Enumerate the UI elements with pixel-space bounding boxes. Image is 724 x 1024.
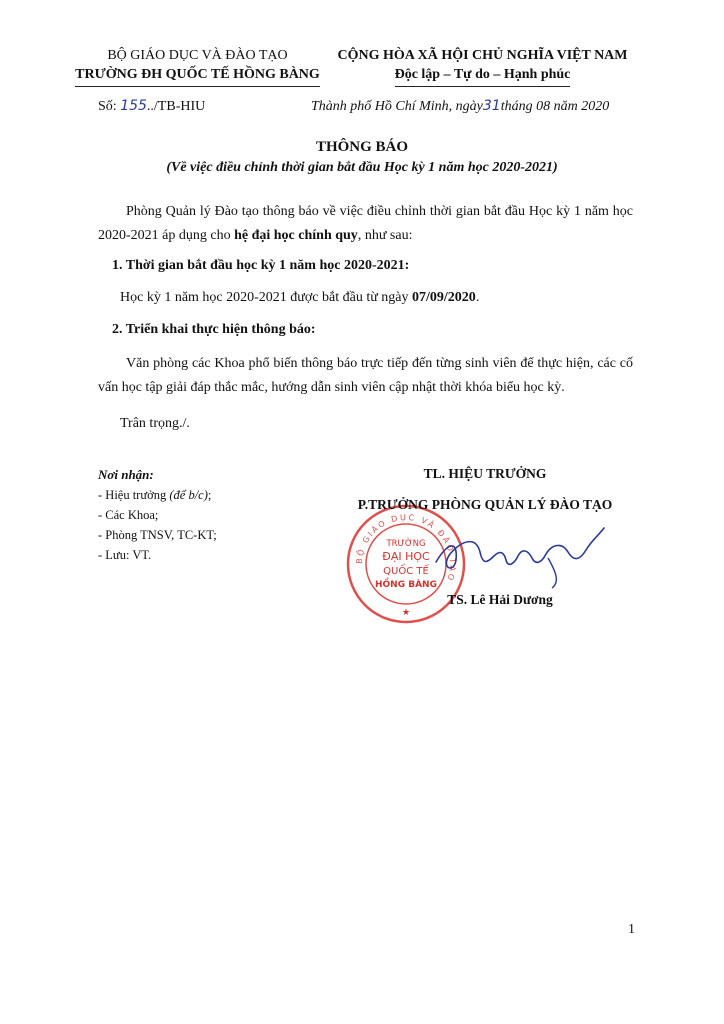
intro-text-end: , như sau:: [357, 228, 413, 243]
section-2-heading: 2. Triển khai thực hiện thông báo:: [112, 322, 316, 337]
signature-title-2: P.TRƯỞNG PHÒNG QUẢN LÝ ĐÀO TẠO: [357, 497, 613, 512]
closing-text: Trân trọng./.: [120, 416, 190, 431]
document-number: [98, 98, 205, 115]
country-name: CỘNG HÒA XÃ HỘI CHỦ NGHĨA VIỆT NAM: [337, 48, 628, 63]
national-motto: Độc lập – Tự do – Hạnh phúc: [395, 65, 571, 87]
document-subtitle: (Về việc điều chỉnh thời gian bắt đầu Học kỳ 1 năm học 2020-2021): [166, 160, 558, 175]
intro-text: Phòng Quản lý Đào tạo thông báo về việc điều chỉnh thời gian bắt đầu Học kỳ 1 năm học 2020-2021 áp dụng cho: [98, 204, 633, 243]
date-suffix: tháng 08 năm 2020: [500, 99, 610, 114]
issuing-organization: [60, 46, 335, 87]
section-1-text-main: Học kỳ 1 năm học 2020-2021 được bắt đầu từ ngày: [120, 290, 413, 305]
section-1-heading: 1. Thời gian bắt đầu học kỳ 1 năm học 2020-2021:: [112, 258, 410, 273]
document-title: THÔNG BÁO: [315, 139, 409, 155]
document-date: [311, 98, 609, 115]
page-number: 1: [628, 922, 635, 937]
date-handwritten-day: 31: [482, 98, 501, 114]
recipient-item: - Phòng TNSV, TC-KT;: [98, 528, 217, 542]
doc-number-handwritten: 155: [120, 98, 147, 114]
doc-number-suffix: ../TB-HIU: [146, 99, 206, 114]
handwritten-signature: [428, 522, 608, 592]
ministry-name: BỘ GIÁO DỤC VÀ ĐÀO TẠO: [107, 48, 288, 63]
start-date: 07/09/2020: [412, 290, 476, 305]
seal-line-4: HỒNG BÀNG: [375, 580, 437, 590]
signature-title-1: TL. HIỆU TRƯỞNG: [423, 466, 547, 481]
seal-line-2: ĐẠI HỌC: [382, 550, 430, 563]
seal-line-1: TRƯỜNG: [386, 539, 426, 549]
intro-paragraph: [98, 200, 633, 248]
recipient-item: - Hiệu trưởng (để b/c);: [98, 488, 212, 502]
recipients-block: [98, 465, 217, 565]
section-2-text: Văn phòng các Khoa phổ biến thông báo trực tiếp đến từng sinh viên để thực hiện, các cố vấn học tập giải đáp thắc mắc, hướng dẫn sinh viên cập nhật thời khóa biểu học kỳ.: [98, 356, 633, 395]
seal-outer-text: BỘ GIÁO DỤC VÀ ĐÀO TẠO: [354, 512, 458, 584]
seal-line-3: QUỐC TẾ: [383, 566, 429, 577]
signer-name: TS. Lê Hải Dương: [447, 592, 553, 607]
recipient-item: - Lưu: VT.: [98, 548, 152, 562]
recipient-item: - Các Khoa;: [98, 508, 159, 522]
doc-number-prefix: Số:: [98, 99, 121, 114]
university-name: TRƯỜNG ĐH QUỐC TẾ HỒNG BÀNG: [75, 65, 320, 87]
date-prefix: Thành phố Hồ Chí Minh, ngày: [311, 99, 483, 114]
recipients-title: Nơi nhận:: [98, 467, 154, 482]
seal-star-icon: ★: [401, 607, 411, 617]
intro-bold-text: hệ đại học chính quy: [234, 228, 358, 243]
section-1-text: [120, 290, 479, 306]
section-1-text-end: .: [475, 290, 480, 305]
national-header: [325, 46, 640, 87]
